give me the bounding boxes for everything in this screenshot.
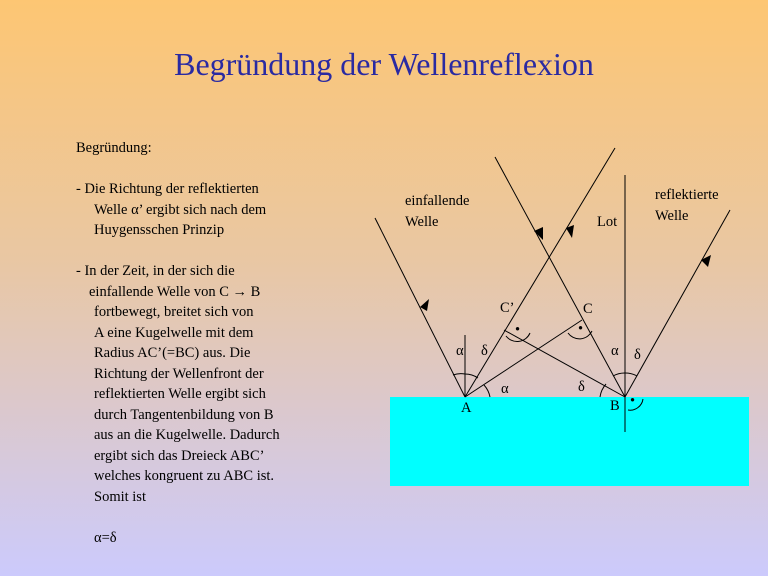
label-alpha-base: α [501, 381, 509, 397]
reflecting-medium [390, 397, 749, 486]
reflected-ray-left [465, 148, 618, 397]
arc-alpha-a [453, 374, 465, 375]
label-point-a: A [461, 400, 472, 416]
right-angle-dot-b: • [630, 393, 636, 409]
label-reflected-line2: Welle [655, 208, 689, 224]
explanation-line: - In der Zeit, in der sich die [76, 263, 235, 279]
arc-delta-a [465, 374, 478, 378]
right-angle-dot-c: • [578, 321, 584, 337]
explanation-line: Somit ist [94, 488, 146, 505]
explanation-line: ergibt sich das Dreieck ABC’ [94, 447, 265, 464]
label-point-b: B [610, 398, 620, 414]
label-alpha-b: α [611, 343, 619, 359]
slide-title: Begründung der Wellenreflexion [174, 46, 594, 82]
label-incident-line2: Welle [405, 214, 439, 230]
explanation-line: Radius AC’(=BC) aus. Die [94, 345, 251, 361]
explanation-line: aus an die Kugelwelle. Dadurch [94, 427, 280, 443]
explanation-line: reflektierten Welle ergibt sich [94, 386, 266, 402]
arrowhead-reflected-right [701, 255, 711, 267]
label-point-c-prime: C’ [500, 300, 515, 316]
explanation-line: Welle α’ ergibt sich nach dem [94, 201, 267, 218]
label-reflected-line1: reflektierte [655, 187, 719, 203]
arc-delta-b [625, 373, 637, 376]
right-angle-dot-c-prime: • [515, 322, 521, 338]
explanation-line: A eine Kugelwelle mit dem [94, 324, 254, 341]
label-delta-b: δ [634, 347, 641, 363]
explanation-line: Richtung der Wellenfront der [94, 365, 264, 382]
explanation-line: Begründung: [76, 140, 152, 156]
explanation-line: α=δ [94, 529, 117, 546]
label-normal: Lot [597, 214, 618, 230]
label-delta-a: δ [481, 343, 488, 359]
explanation-line: welches kongruent zu ABC ist. [94, 468, 275, 484]
arc-alpha-b [613, 373, 625, 376]
arc-alpha-base [484, 385, 490, 397]
label-alpha-a: α [456, 343, 464, 359]
label-incident-line1: einfallende [405, 193, 470, 209]
label-delta-base: δ [578, 379, 585, 395]
explanation-line: fortbewegt, breitet sich von [94, 304, 254, 320]
incident-ray-left [375, 218, 465, 397]
reflected-ray-right [625, 210, 730, 397]
explanation-line: einfallende Welle von C → B [89, 283, 261, 300]
label-point-c: C [583, 301, 593, 317]
explanation-line: Huygensschen Prinzip [94, 222, 225, 238]
explanation-line: - Die Richtung der reflektierten [76, 181, 259, 197]
explanation-line: durch Tangentenbildung von B [94, 406, 274, 423]
